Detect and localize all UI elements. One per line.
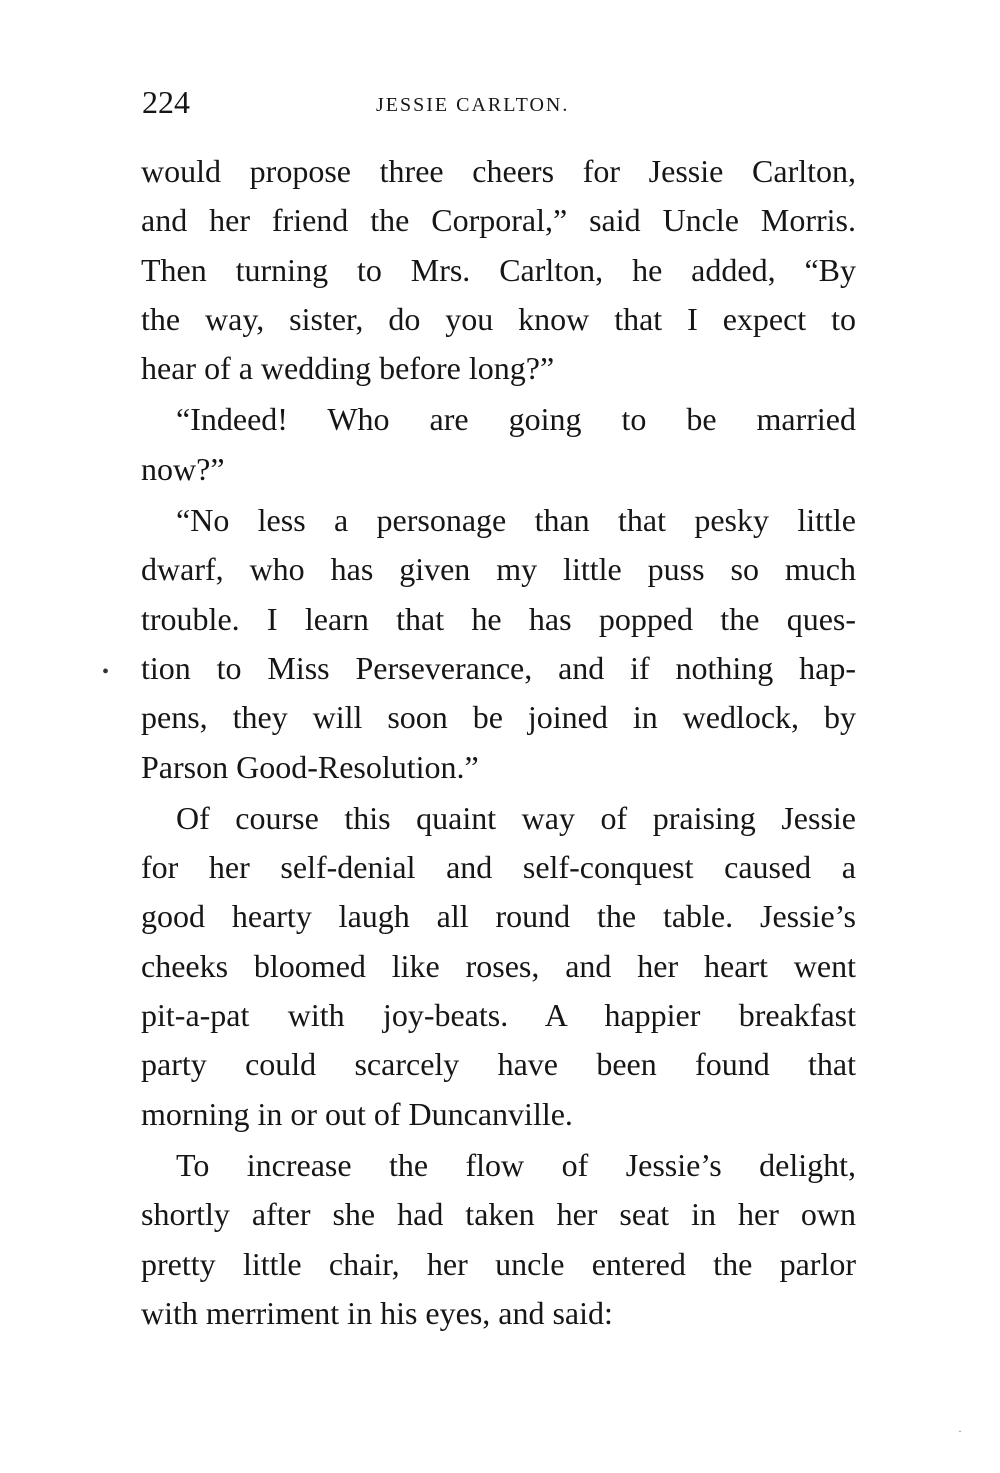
text-line: dwarf, who has given my little puss so much (141, 551, 856, 588)
paragraph (141, 147, 856, 393)
text-line: morning in or out of Duncanville. (141, 1095, 573, 1132)
page-number: 224 (142, 84, 190, 120)
text-line: pretty little chair, her uncle entered the parlor (141, 1245, 856, 1282)
text-line: with merriment in his eyes, and said: (141, 1294, 613, 1331)
page-header (140, 82, 856, 126)
body-text (141, 147, 856, 1338)
text-line: now?” (141, 450, 225, 487)
text-line: hear of a wedding before long?” (141, 350, 555, 387)
text-line: tion to Miss Perseverance, and if nothing hap- (141, 649, 856, 686)
text-line: “No less a personage than that pesky little (176, 502, 856, 539)
text-line: and her friend the Corporal,” said Uncle Morris. (141, 202, 856, 239)
text-line: trouble. I learn that he has popped the ques- (141, 600, 856, 637)
paragraph (141, 794, 856, 1139)
corner-speck-mark: · (958, 1424, 962, 1438)
text-line: pit-a-pat with joy-beats. A happier breakfast (141, 997, 856, 1034)
paragraph (141, 496, 856, 792)
text-line: Then turning to Mrs. Carlton, he added, “By (141, 251, 856, 288)
text-line: for her self-denial and self-conquest caused a (141, 849, 856, 886)
text-line: Of course this quaint way of praising Jessie (176, 799, 856, 836)
text-line: good hearty laugh all round the table. Jessie’s (141, 898, 856, 935)
running-head: JESSIE CARLTON. (376, 94, 570, 116)
paragraph (141, 1141, 856, 1338)
text-line: party could scarcely have been found that (141, 1046, 856, 1083)
text-line: “Indeed! Who are going to be married (176, 401, 856, 438)
text-line: shortly after she had taken her seat in her own (141, 1196, 856, 1233)
text-line: would propose three cheers for Jessie Carlton, (141, 153, 856, 189)
paragraph (141, 395, 856, 494)
margin-dot-mark: • (102, 661, 110, 683)
text-line: the way, sister, do you know that I expect to (141, 300, 856, 337)
text-line: Parson Good-Resolution.” (141, 748, 479, 785)
text-line: To increase the flow of Jessie’s delight, (176, 1146, 856, 1183)
text-line: cheeks bloomed like roses, and her heart went (141, 947, 856, 984)
text-line: pens, they will soon be joined in wedlock, by (141, 699, 856, 736)
